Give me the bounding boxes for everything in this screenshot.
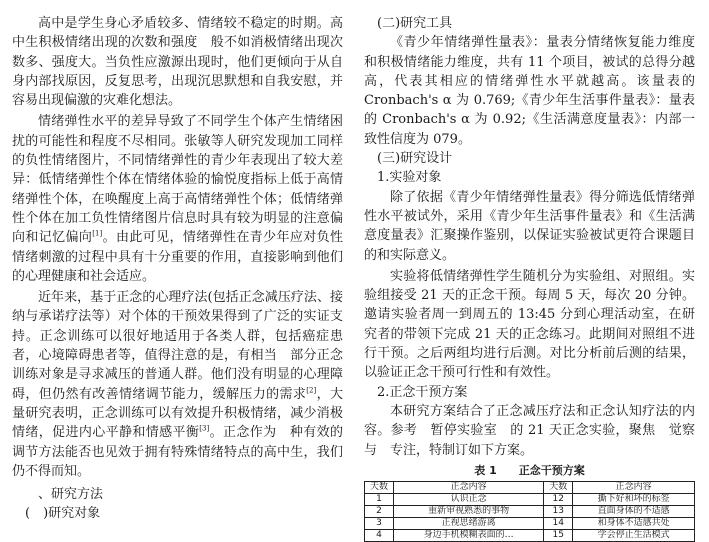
left-column: [12, 14, 343, 524]
table-cell: 学会停止生活模式: [573, 529, 695, 541]
citation: [1]: [92, 229, 103, 238]
table-cell: 重新审视熟悉的事物: [394, 505, 544, 517]
right-column: [364, 14, 695, 542]
table-cell: 1: [365, 493, 394, 505]
paragraph: 《青少年情绪弹性量表》：量表分情绪恢复能力维度和积极情绪能力维度，共有 11 个项目，被试的总得分越高，代表其相应的情绪弹性水平就越高。该量表的 Cronbach's α 为 0.769;《青少年生活事件量表》：量表的 Cronbach's α 为 0.92;《生活满意度量表》：内部一致性信度为 079。: [364, 35, 695, 147]
paragraph: 情绪弹性水平的差异导致了不同学生个体产生情绪困扰的可能性和程度不尽相同。张敏等人研究发现加工同样的负性情绪图片，不同情绪弹性的青少年表现出了较大差异：低情绪弹性个体在情绪体验的愉悦度指标上低于高情绪弹性个体，在唤醒度上高于高情绪弹性个体；低情绪弹性个体在加工负性情绪图片信息时具有较为明显的注意偏向和记忆偏向[1]。由此可见，情绪弹性在青少年应对负性情绪刺激的过程中具有十分重要的作用，直接影响到他们的心理健康和社会适应。: [12, 114, 343, 284]
table-cell: 和身体不适感共处: [573, 517, 695, 529]
table-cell: 3: [365, 517, 394, 529]
table-row: [365, 493, 695, 505]
table-cell: 13: [544, 505, 573, 517]
sub-heading: ( )研究对象: [25, 506, 101, 522]
table-cell: 12: [544, 493, 573, 505]
paragraph: 除了依据《青少年情绪弹性量表》得分筛选低情绪弹性水平被试外，采用《青少年生活事件量表》和《生活满意度量表》汇聚操作鉴别，以保证实验被试更符合课题目的和实际意义。: [364, 189, 695, 263]
table-header-row: [365, 481, 695, 493]
section-heading: 、研究方法: [38, 487, 104, 503]
table-cell: 身边手机模糊表面的…: [394, 529, 544, 541]
table-row: [365, 529, 695, 541]
citation: [3]: [199, 424, 210, 433]
citation: [2]: [306, 386, 317, 395]
table-cell: 认识正念: [394, 493, 544, 505]
table-header-cell: 天数: [544, 481, 573, 493]
paragraph: 高中是学生身心矛盾较多、情绪较不稳定的时期。高中生积极情绪出现的次数和强度 般不如消极情绪出现次数多、强度大。当负性应激源出现时，他们更倾向于从自身内部找原因，反复思考，出现沉思默想和自我安慰，并容易出现偏激的灾难化想法。: [12, 16, 343, 109]
table-header-cell: 正念内容: [573, 481, 695, 493]
table-header-cell: 天数: [365, 481, 394, 493]
table-cell: 2: [365, 505, 394, 517]
table-cell: 正视思绪游离: [394, 517, 544, 529]
table-cell: 15: [544, 529, 573, 541]
table-header-cell: 正念内容: [394, 481, 544, 493]
sub-heading: 1.实验对象: [377, 170, 442, 186]
section-heading: (三)研究设计: [377, 151, 453, 167]
table-cell: 14: [544, 517, 573, 529]
table-cell: 直面身体的不适感: [573, 505, 695, 517]
paragraph: 近年来，基于正念的心理疗法(包括正念减压疗法、接纳与承诺疗法等）对个体的干预效果得到了广泛的实证支持。正念训练可以很好地适用于各类人群，包括癌症患者，心境障碍患者等，值得注意的是，有相当 部分正念训练对象是寻求减压的普通人群。他们没有明显的心理障碍，但仍然有改善情绪调节能力，缓解压力的需求[2]，大量研究表明，正念训练可以有效提升积极情绪，减少消极情绪，促进内心平静和情感平衡[3]。正念作为 种有效的调节方法能否也见效于拥有特殊情绪特点的高中生，我们仍不得而知。: [12, 290, 343, 479]
intervention-table: [364, 481, 695, 542]
table-cell: 撕下好和坏的标签: [573, 493, 695, 505]
table-row: [365, 517, 695, 529]
table-title: 表 1 正念干预方案: [474, 463, 585, 477]
section-heading: (二)研究工具: [377, 16, 453, 31]
paragraph: 本研究方案结合了正念减压疗法和正念认知疗法的内容。参考 暂停实验室 的 21 天正念实验，聚焦 觉察与 专注，特制订如下方案。: [364, 403, 695, 458]
table-cell: 4: [365, 529, 394, 541]
sub-heading: 2.正念干预方案: [377, 384, 468, 400]
paragraph: 实验将低情绪弹性学生随机分为实验组、对照组。实验组接受 21 天的正念干预。每周 5 天，每次 20 分钟。邀请实验者周一到周五的 13:45 分到心理活动室，在研究者的带领下完成 21 天的正念练习。此期间对照组不进行干预。之后两组均进行后测。对比分析前后测的结果，以验证正念干预可行性和有效性。: [364, 268, 695, 381]
